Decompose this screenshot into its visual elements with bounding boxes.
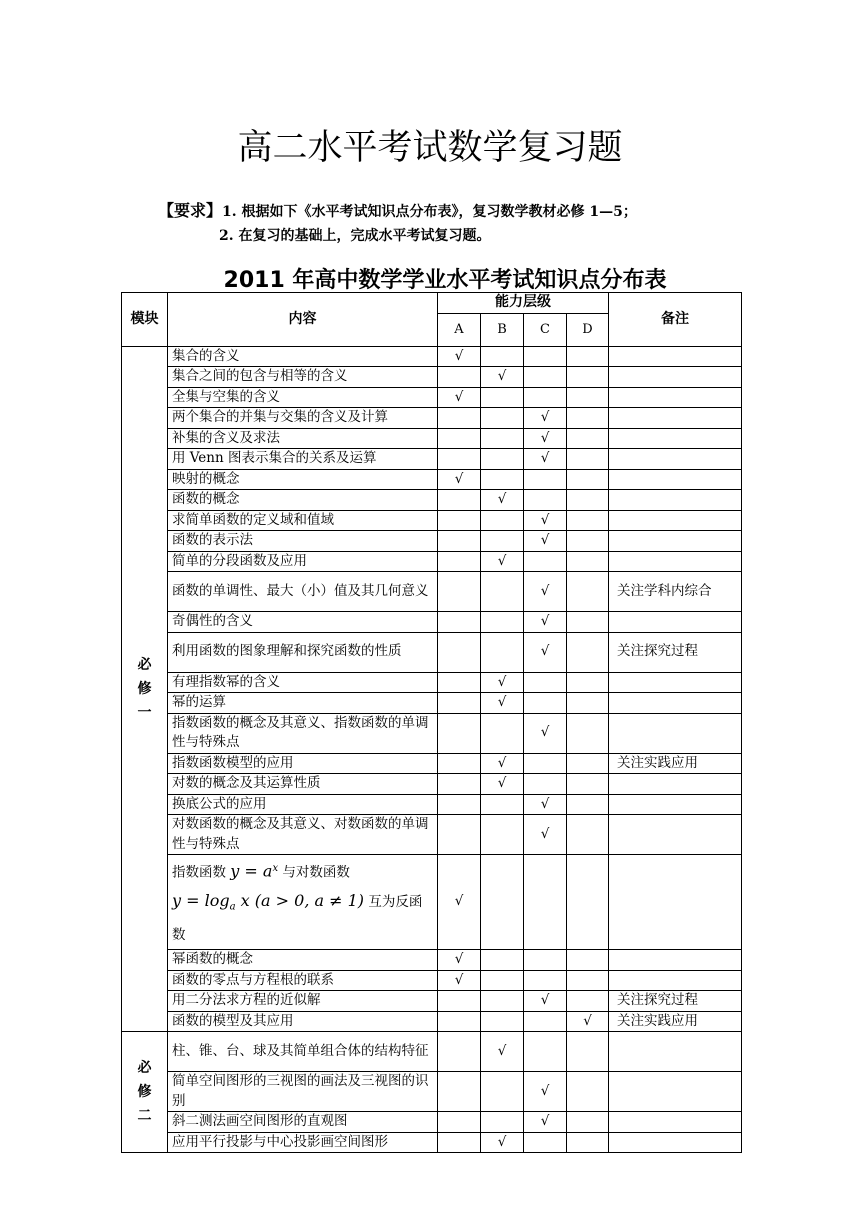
table-body: [122, 346, 742, 1153]
level-cell-b: [481, 428, 524, 449]
level-cell-a: [438, 950, 481, 971]
level-cell-d: [567, 1132, 609, 1153]
note-cell: [609, 1112, 742, 1133]
level-cell-b: [481, 531, 524, 552]
level-cell-a: [438, 346, 481, 367]
level-cell-c: [524, 1032, 567, 1072]
level-cell-b: [481, 1032, 524, 1072]
header-level-a: A: [438, 313, 481, 346]
content-cell: 集合之间的包含与相等的含义: [168, 367, 438, 388]
table-row: [122, 510, 742, 531]
check-mark: √: [497, 673, 507, 690]
level-cell-c: [524, 572, 567, 612]
check-mark: √: [454, 951, 464, 968]
table-row: [122, 490, 742, 511]
level-cell-b: [481, 1132, 524, 1153]
note-cell: [609, 774, 742, 795]
level-cell-a: [438, 428, 481, 449]
note-cell: [609, 950, 742, 971]
table-row: [122, 815, 742, 855]
check-mark: √: [540, 532, 550, 548]
level-cell-a: [438, 572, 481, 612]
level-cell-a: [438, 970, 481, 991]
level-cell-c: [524, 408, 567, 429]
header-level-c: C: [524, 313, 567, 346]
check-mark: √: [540, 795, 550, 812]
table-title: 2011 年高中数学学业水平考试知识点分布表: [223, 268, 667, 293]
level-cell-d: [567, 510, 609, 531]
level-cell-a: [438, 753, 481, 774]
module-name-char: 一: [137, 704, 152, 721]
note-cell: [609, 815, 742, 855]
table-row: [122, 367, 742, 388]
level-cell-c: [524, 449, 567, 470]
table-row: [122, 551, 742, 572]
content-cell: 映射的概念: [168, 469, 438, 490]
table-row: [122, 713, 742, 753]
content-cell: 对数的概念及其运算性质: [168, 774, 438, 795]
level-cell-c: [524, 794, 567, 815]
level-cell-c: [524, 510, 567, 531]
content-cell: 有理指数幂的含义: [168, 672, 438, 693]
header-module: 模块: [122, 293, 168, 347]
content-cell: 用二分法求方程的近似解: [168, 991, 438, 1012]
content-cell: 简单的分段函数及应用: [168, 551, 438, 572]
content-cell: 全集与空集的含义: [168, 387, 438, 408]
level-cell-c: [524, 469, 567, 490]
module-name: [122, 1032, 168, 1153]
level-cell-a: [438, 672, 481, 693]
level-cell-a: [438, 1072, 481, 1112]
check-mark: √: [497, 491, 507, 507]
level-cell-a: [438, 387, 481, 408]
module-name-char: 修: [137, 1084, 152, 1101]
check-mark: √: [454, 893, 464, 910]
module-name-char: 必: [137, 1060, 152, 1077]
check-mark: √: [454, 470, 464, 487]
note-cell: [609, 428, 742, 449]
check-mark: √: [540, 643, 550, 660]
note-cell: [609, 612, 742, 633]
level-cell-a: [438, 531, 481, 552]
check-mark: √: [540, 511, 550, 528]
level-cell-d: [567, 693, 609, 714]
table-row: [122, 1132, 742, 1153]
content-cell: 集合的含义: [168, 346, 438, 367]
level-cell-d: [567, 672, 609, 693]
level-cell-b: [481, 469, 524, 490]
table-row: [122, 1072, 742, 1112]
level-cell-b: [481, 815, 524, 855]
note-cell: [609, 1132, 742, 1153]
level-cell-c: [524, 1072, 567, 1112]
content-cell: 函数的表示法: [168, 531, 438, 552]
table-row: [122, 469, 742, 490]
requirements-text-1: 1. 根据如下《水平考试知识点分布表》，复习数学教材必修 1—5；: [222, 204, 637, 220]
note-cell: [609, 970, 742, 991]
requirements-line-1: [158, 198, 637, 221]
level-cell-b: [481, 490, 524, 511]
content-cell: 柱、锥、台、球及其简单组合体的结构特征: [168, 1032, 438, 1072]
check-mark: √: [454, 347, 464, 364]
module-name: [122, 346, 168, 1032]
level-cell-c: [524, 815, 567, 855]
table-row: [122, 428, 742, 449]
table-row: [122, 632, 742, 672]
level-cell-c: [524, 387, 567, 408]
level-cell-c: [524, 991, 567, 1012]
content-cell: 幂的运算: [168, 693, 438, 714]
check-mark: √: [497, 754, 507, 771]
level-cell-c: [524, 950, 567, 971]
level-cell-c: [524, 693, 567, 714]
level-cell-b: [481, 794, 524, 815]
content-cell: 简单空间图形的三视图的画法及三视图的识别: [168, 1072, 438, 1112]
note-cell: [609, 531, 742, 552]
level-cell-d: [567, 408, 609, 429]
note-cell: 关注探究过程: [609, 991, 742, 1012]
level-cell-a: [438, 1032, 481, 1072]
requirements-tag: 【要求】: [158, 201, 223, 220]
level-cell-d: [567, 551, 609, 572]
level-cell-c: [524, 367, 567, 388]
table-row: [122, 387, 742, 408]
note-cell: [609, 367, 742, 388]
note-cell: [609, 490, 742, 511]
note-cell: [609, 408, 742, 429]
level-cell-d: [567, 367, 609, 388]
table-row: [122, 970, 742, 991]
check-mark: √: [454, 971, 464, 988]
table-row: [122, 693, 742, 714]
level-cell-b: [481, 855, 524, 950]
note-cell: [609, 1032, 742, 1072]
level-cell-a: [438, 449, 481, 470]
table-row: [122, 794, 742, 815]
level-cell-a: [438, 490, 481, 511]
content-cell: 函数的概念: [168, 490, 438, 511]
page-title: 高二水平考试数学复习题: [237, 128, 623, 168]
level-cell-b: [481, 367, 524, 388]
level-cell-a: [438, 551, 481, 572]
check-mark: √: [540, 825, 550, 842]
table-row: [122, 1112, 742, 1133]
content-cell: 两个集合的并集与交集的含义及计算: [168, 408, 438, 429]
level-cell-a: [438, 469, 481, 490]
knowledge-point-table: [121, 292, 742, 1153]
level-cell-d: [567, 428, 609, 449]
header-content: 内容: [168, 293, 438, 347]
note-cell: [609, 387, 742, 408]
level-cell-a: [438, 408, 481, 429]
table-row: [122, 612, 742, 633]
table-row: [122, 774, 742, 795]
note-cell: [609, 346, 742, 367]
content-cell: 函数的零点与方程根的联系: [168, 970, 438, 991]
level-cell-d: [567, 794, 609, 815]
level-cell-d: [567, 815, 609, 855]
check-mark: √: [497, 1133, 507, 1150]
table-row: [122, 572, 742, 612]
level-cell-a: [438, 774, 481, 795]
level-cell-a: [438, 367, 481, 388]
level-cell-d: [567, 950, 609, 971]
content-cell: 利用函数的图象理解和探究函数的性质: [168, 632, 438, 672]
level-cell-d: [567, 1011, 609, 1032]
level-cell-c: [524, 428, 567, 449]
level-cell-a: [438, 1132, 481, 1153]
level-cell-d: [567, 612, 609, 633]
level-cell-d: [567, 1032, 609, 1072]
content-cell: 用 Venn 图表示集合的关系及运算: [168, 449, 438, 470]
note-cell: [609, 510, 742, 531]
level-cell-c: [524, 1132, 567, 1153]
level-cell-b: [481, 449, 524, 470]
table-row: [122, 449, 742, 470]
level-cell-d: [567, 346, 609, 367]
check-mark: √: [540, 613, 550, 629]
level-cell-c: [524, 612, 567, 633]
note-cell: [609, 855, 742, 950]
level-cell-b: [481, 753, 524, 774]
level-cell-b: [481, 991, 524, 1012]
level-cell-b: [481, 693, 524, 714]
level-cell-c: [524, 551, 567, 572]
note-cell: 关注学科内综合: [609, 572, 742, 612]
note-cell: [609, 449, 742, 470]
level-cell-c: [524, 632, 567, 672]
note-cell: 关注实践应用: [609, 753, 742, 774]
content-cell: 函数的单调性、最大（小）值及其几何意义: [168, 572, 438, 612]
level-cell-d: [567, 774, 609, 795]
check-mark: √: [540, 450, 550, 466]
level-cell-d: [567, 991, 609, 1012]
content-cell: 奇偶性的含义: [168, 612, 438, 633]
level-cell-b: [481, 510, 524, 531]
table-row: [122, 991, 742, 1012]
content-cell: 对数函数的概念及其意义、对数函数的单调性与特殊点: [168, 815, 438, 855]
level-cell-b: [481, 1011, 524, 1032]
level-cell-b: [481, 1112, 524, 1133]
level-cell-c: [524, 855, 567, 950]
level-cell-c: [524, 1112, 567, 1133]
check-mark: √: [540, 429, 550, 446]
table-row: [122, 346, 742, 367]
level-cell-d: [567, 572, 609, 612]
level-cell-a: [438, 632, 481, 672]
check-mark: √: [454, 388, 464, 405]
note-cell: [609, 469, 742, 490]
table-row: [122, 408, 742, 429]
header-level-b: B: [481, 313, 524, 346]
content-cell: 补集的含义及求法: [168, 428, 438, 449]
table-row: [122, 855, 742, 950]
level-cell-b: [481, 774, 524, 795]
note-cell: [609, 551, 742, 572]
check-mark: √: [497, 368, 507, 384]
level-cell-a: [438, 612, 481, 633]
level-cell-b: [481, 672, 524, 693]
level-cell-c: [524, 753, 567, 774]
level-cell-c: [524, 531, 567, 552]
note-cell: [609, 693, 742, 714]
note-cell: 关注探究过程: [609, 632, 742, 672]
module-name-char: 二: [137, 1108, 152, 1125]
level-cell-d: [567, 490, 609, 511]
header-ability-level: 能力层级: [438, 293, 609, 314]
header-note: 备注: [609, 293, 742, 347]
content-cell: 求简单函数的定义域和值域: [168, 510, 438, 531]
table-row: [122, 1032, 742, 1072]
content-cell: 斜二测法画空间图形的直观图: [168, 1112, 438, 1133]
level-cell-d: [567, 469, 609, 490]
check-mark: √: [497, 694, 507, 710]
check-mark: √: [540, 992, 550, 1009]
level-cell-d: [567, 531, 609, 552]
note-cell: 关注实践应用: [609, 1011, 742, 1032]
level-cell-b: [481, 632, 524, 672]
table-row: [122, 531, 742, 552]
table-row: [122, 950, 742, 971]
table-row: [122, 1011, 742, 1032]
level-cell-b: [481, 1072, 524, 1112]
level-cell-b: [481, 612, 524, 633]
module-name-char: 必: [137, 656, 152, 673]
check-mark: √: [540, 724, 550, 741]
level-cell-b: [481, 551, 524, 572]
content-cell: 指数函数的概念及其意义、指数函数的单调性与特殊点: [168, 713, 438, 753]
level-cell-c: [524, 713, 567, 753]
note-cell: [609, 794, 742, 815]
level-cell-c: [524, 774, 567, 795]
level-cell-c: [524, 970, 567, 991]
content-cell: 换底公式的应用: [168, 794, 438, 815]
level-cell-b: [481, 346, 524, 367]
content-cell: 应用平行投影与中心投影画空间图形: [168, 1132, 438, 1153]
content-cell: [168, 855, 438, 950]
level-cell-a: [438, 1112, 481, 1133]
level-cell-b: [481, 950, 524, 971]
level-cell-a: [438, 815, 481, 855]
level-cell-c: [524, 346, 567, 367]
level-cell-d: [567, 449, 609, 470]
formula-line-1: 指数函数 $y = a^x$ 与对数函数: [172, 861, 350, 881]
content-cell: 幂函数的概念: [168, 950, 438, 971]
check-mark: √: [497, 1042, 507, 1059]
level-cell-b: [481, 408, 524, 429]
level-cell-c: [524, 672, 567, 693]
content-cell: 函数的模型及其应用: [168, 1011, 438, 1032]
requirements-line-2: 2. 在复习的基础上，完成水平考试复习题。: [219, 228, 491, 244]
level-cell-a: [438, 855, 481, 950]
level-cell-a: [438, 991, 481, 1012]
note-cell: [609, 672, 742, 693]
check-mark: √: [583, 1012, 592, 1029]
formula-line-2: $y = \log_a x$ (a > 0, a ≠ 1) 互为反函数: [172, 890, 423, 944]
note-cell: [609, 1072, 742, 1112]
check-mark: √: [497, 552, 507, 569]
level-cell-d: [567, 753, 609, 774]
check-mark: √: [497, 775, 507, 791]
level-cell-a: [438, 794, 481, 815]
level-cell-d: [567, 1112, 609, 1133]
module-name-char: 修: [137, 680, 152, 697]
content-cell: 指数函数模型的应用: [168, 753, 438, 774]
level-cell-b: [481, 970, 524, 991]
check-mark: √: [540, 1113, 550, 1130]
level-cell-b: [481, 572, 524, 612]
level-cell-d: [567, 632, 609, 672]
level-cell-a: [438, 693, 481, 714]
table-row: [122, 672, 742, 693]
check-mark: √: [540, 582, 550, 599]
level-cell-d: [567, 855, 609, 950]
level-cell-a: [438, 1011, 481, 1032]
header-level-d: D: [567, 313, 609, 346]
level-cell-d: [567, 970, 609, 991]
level-cell-b: [481, 713, 524, 753]
level-cell-b: [481, 387, 524, 408]
level-cell-d: [567, 1072, 609, 1112]
level-cell-d: [567, 713, 609, 753]
check-mark: √: [540, 1082, 550, 1099]
level-cell-c: [524, 1011, 567, 1032]
level-cell-a: [438, 713, 481, 753]
level-cell-a: [438, 510, 481, 531]
note-cell: [609, 713, 742, 753]
table-row: [122, 753, 742, 774]
check-mark: √: [540, 409, 550, 425]
level-cell-c: [524, 490, 567, 511]
level-cell-d: [567, 387, 609, 408]
